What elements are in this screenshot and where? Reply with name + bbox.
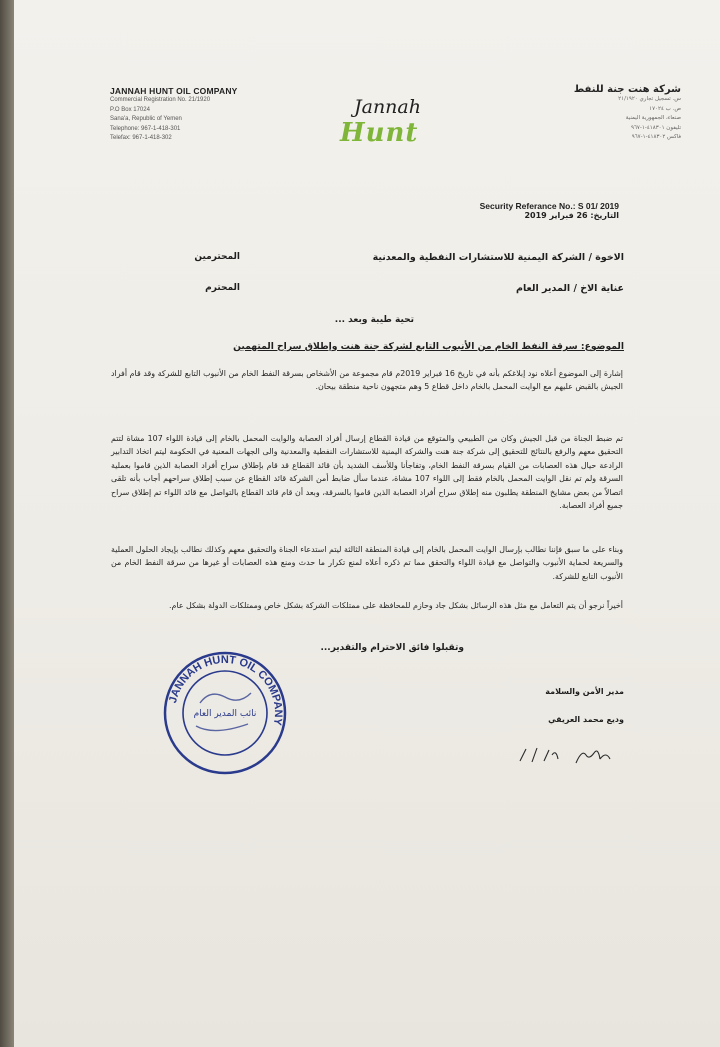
greeting: تحية طيبة وبعد ... xyxy=(334,315,414,325)
closing-line: وتقبلوا فائق الاحترام والتقدير... xyxy=(320,643,464,653)
handwritten-signature xyxy=(514,735,634,775)
reference-block xyxy=(454,201,619,220)
body-paragraph: إشارة إلى الموضوع أعلاه نود إبلاغكم بأنه في تاريخ 16 فبراير 2019م قام مجموعة من الأشخاص بسرقة النفط الخام من الأنبوب التابع للشركة وقد قام أفراد الجيش بالقبض عليهم مع الوايت المحمل بالخام داخل قطاع 5 وهم متجهون ناحية منطقة بيحان. xyxy=(111,369,623,392)
letter-sheet xyxy=(14,0,720,1047)
addressee-line: الاخوة / الشركة اليمنية للاستشارات النفطية والمعدنية xyxy=(372,252,624,263)
signatory-name: وديع محمد العريقي xyxy=(548,715,624,724)
subject-line: الموضوع: سرقة النفط الخام من الأنبوب التابع لشركة جنة هنت وإطلاق سراح المتهمين xyxy=(233,341,624,352)
body-paragraph: تم ضبط الجناة من قبل الجيش وكان من الطبيعي والمتوقع من قيادة القطاع إرسال أفراد العصابة والوايت المحمل بالخام إلى قيادة اللواء 107 مشاة لتتم التحقيق معهم والرفع بالنتائج للتحقيق إلى شركة جنة هنت والشركة اليمنية للاستشارات النفطية والمعدنية والى الجهات المعنية في الحكومة ليتم اتخاذ التدابير الرادعة حيال هذه العصابات من القيام بسرقة النفط الخام، وتفاجأنا وللأسف الشديد بأن قائد القطاع قد قام بإطلاق سراح أفراد العصابة الذين قاموا بعملية السرقة ولم تم نقل الوايت المحمل بالخام فقط إلى اللواء 107 مشاة، عندما سأل ضابط أمن الشركة قائد القطاع عن سبب إطلاق سراحهم أجاب بأنه تلقى اتصالاً من بعض مشايخ المنطقة يطلبون منه إطلاق سراح أفراد العصابة الذين قاموا بالسرقة، وبعد أن قام قائد القطاع بالتواصل مع قائد اللواء تم إطلاق سراح جميع أفراد العصابة. xyxy=(111,434,623,511)
attention-honorific: المحترم xyxy=(205,283,240,293)
addressee-honorific: المحترمين xyxy=(194,252,240,262)
address-line-ar: س. تسجيل تجاري ٢١/١٩٢٠ xyxy=(618,96,681,102)
address-line-en: Telefax: 967-1-418-302 xyxy=(110,135,172,141)
company-stamp xyxy=(160,648,290,778)
address-line-en: Telephone: 967-1-418-301 xyxy=(110,125,181,132)
logo-jannah-text: Jannah xyxy=(354,96,421,118)
body-paragraph: أخيراً نرجو أن يتم التعامل مع مثل هذه الرسائل بشكل جاد وحازم للمحافظة على ممتلكات الشركة بشكل خاص وممتلكات الدولة بشكل عام. xyxy=(169,601,623,610)
company-name-en: JANNAH HUNT OIL COMPANY xyxy=(110,86,238,96)
svg-text:JANNAH HUNT OIL COMPANY: JANNAH HUNT OIL COMPANY xyxy=(167,653,285,727)
body-paragraph: وبناء على ما سبق فإننا نطالب بإرسال الوايت المحمل بالخام إلى قيادة المنطقة الثالثة ليتم استدعاء الجناة والتحقيق معهم وكذلك نطالب بإيجاد الحلول العملية والسريعة لحماية الأنبوب والتواصل مع قيادة اللواء والتحقق مما تم ذكره أعلاه لمنع تكرار ما حدث ومنع هذه العصابات أو غيرها من سرقة النفط الخام من الأنبوب التابع للشركة. xyxy=(111,545,623,581)
letter-date: التاريخ: 26 فبراير 2019 xyxy=(524,211,619,220)
address-line-en: Commercial Registration No. 21/1920 xyxy=(110,97,211,103)
attention-line: عناية الاخ / المدير العام xyxy=(515,283,624,294)
letterhead-arabic xyxy=(559,84,681,143)
address-line-en: P.O Box 17024 xyxy=(110,106,150,113)
address-line-ar: تليفون ٤١٨٣٠١-١-٩٦٧ xyxy=(630,124,681,131)
letterhead-english xyxy=(110,86,280,144)
svg-text:نائب المدير العام: نائب المدير العام xyxy=(193,709,257,719)
address-line-ar: ص. ب ١٧٠٢٤ xyxy=(649,105,681,112)
company-logo xyxy=(332,96,432,156)
address-line-ar: فاكس ٤١٨٣٠٢-١-٩٦٧ xyxy=(631,134,681,140)
signatory-title: مدير الأمن والسلامة xyxy=(545,687,624,696)
logo-hunt-text: Hunt xyxy=(340,118,419,148)
security-reference-number: Security Referance No.: S 01/ 2019 xyxy=(479,201,619,211)
company-name-ar: شركة هنت جنة للنفط xyxy=(573,84,681,95)
address-line-ar: صنعاء، الجمهورية اليمنية xyxy=(625,115,681,121)
address-line-en: Sana'a, Republic of Yemen xyxy=(110,116,182,122)
photo-background-edge xyxy=(0,0,14,1047)
